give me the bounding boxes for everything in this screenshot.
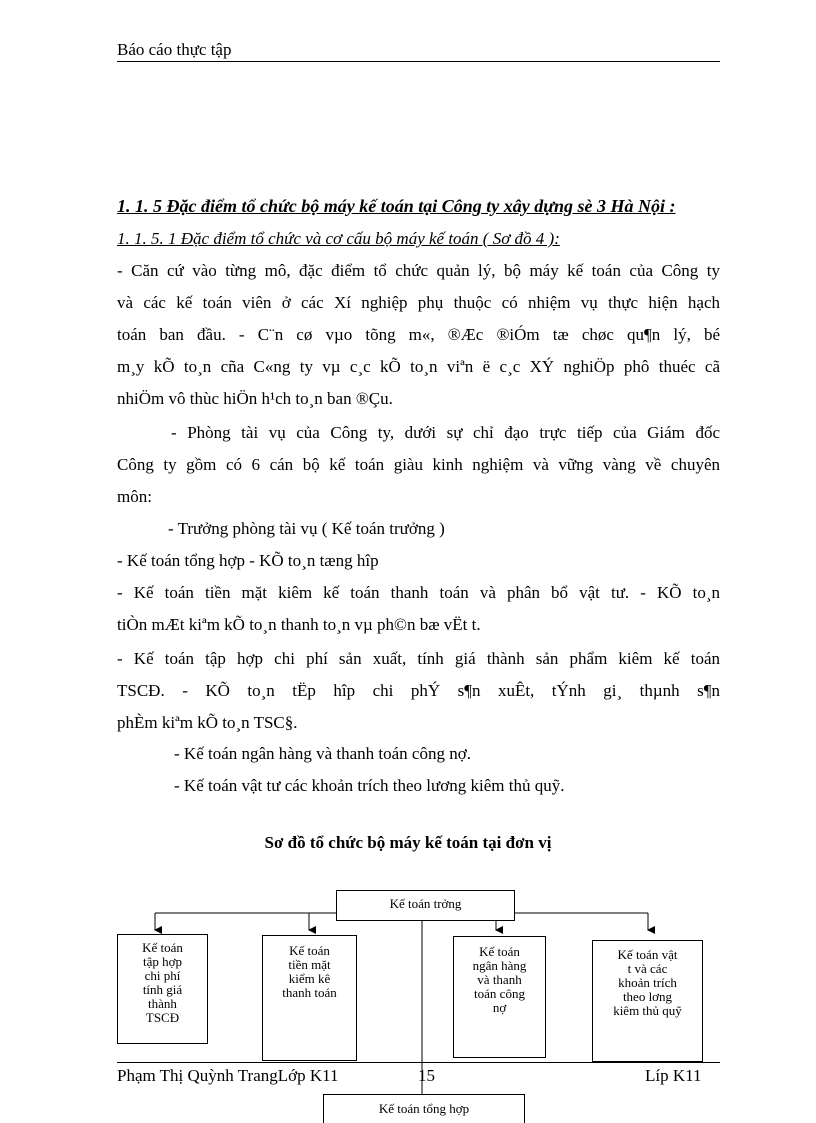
body-line: TSCĐ. - KÕ to¸n tËp hîp chi phÝ s¶n xuÊt, tÝnh gi¸ thµnh s¶n [117,681,720,700]
box-line: và thanh [477,972,522,987]
section-heading: 1. 1. 5 Đặc điểm tổ chức bộ máy kế toán tại Công ty xây dựng sè 3 Hà Nội : [117,196,676,216]
footer-divider [117,1062,720,1063]
body-line: môn: [117,487,152,506]
body-line: - Kế toán tập hợp chi phí sản xuất, tính giá thành sản phẩm kiêm kế toán [117,649,720,668]
box-line: TSCĐ [145,1010,180,1025]
bank-accounting-box [453,936,546,1058]
chief-accountant-box [336,890,515,921]
box-label: Kế toán trởng [389,896,462,911]
box-line: tập hợp [142,954,182,969]
box-line: nợ [492,1000,507,1015]
materials-accounting-box [592,940,703,1062]
box-line: tiền mặt [288,957,331,972]
box-line: khoản trích [618,975,677,990]
page-header-title: Báo cáo thực tập [117,40,232,59]
box-line: ngân hàng [472,958,527,973]
footer-author: Phạm Thị Quỳnh TrangLớp K11 [117,1066,339,1085]
body-line: tiÒn mÆt kiªm kÕ to¸n thanh to¸n vµ ph©n bæ vËt t. [117,615,481,634]
box-line: toán công [474,986,525,1001]
body-line: - Phòng tài vụ của Công ty, dưới sự chỉ đạo trực tiếp của Giám đốc [171,423,720,442]
body-line: phÈm kiªm kÕ to¸n TSC§. [117,713,298,732]
box-line: chi phí [144,968,181,983]
body-line: - Trưởng phòng tài vụ ( Kế toán trưởng ) [168,519,445,538]
body-line: và các kế toán viên ở các Xí nghiệp phụ thuộc có nhiệm vụ thực hiện hạch [117,293,720,312]
body-line: - Kế toán vật tư các khoản trích theo lương kiêm thủ quỹ. [174,776,565,795]
body-line: Công ty gồm có 6 cán bộ kế toán giàu kinh nghiệm và vững vàng về chuyên [117,455,720,474]
body-line: nhiÖm vô thùc hiÖn h¹ch to¸n ban ®Çu. [117,389,393,408]
box-line: Kế toán [479,944,520,959]
box-line: theo lơng [622,989,673,1004]
diagram-title: Sơ đồ tổ chức bộ máy kế toán tại đơn vị [264,833,552,852]
box-line: thành [148,996,177,1011]
box-line: Kế toán [289,943,330,958]
body-line: toán ban đầu. - C¨n cø vµo tõng m«, ®Æc ®iÓm tæ chøc qu¶n lý, bé [117,325,720,344]
box-line: t và các [627,961,668,976]
general-accounting-box [323,1094,525,1123]
footer-class: Líp K11 [645,1066,702,1085]
section-subheading: 1. 1. 5. 1 Đặc điểm tổ chức và cơ cấu bộ máy kế toán ( Sơ đồ 4 ): [117,229,560,248]
page-number: 15 [418,1066,435,1085]
body-line: - Kế toán ngân hàng và thanh toán công nợ. [174,744,471,763]
box-label: Kế toán tổng hợp [378,1101,470,1116]
box-line: tính giá [142,982,183,997]
body-line: - Kế toán tổng hợp - KÕ to¸n tæng hîp [117,551,379,570]
body-line: - Kế toán tiền mặt kiêm kế toán thanh toán và phân bổ vật tư. - KÕ to¸n [117,583,720,602]
body-line: - Căn cứ vào từng mô, đặc điểm tổ chức quản lý, bộ máy kế toán của Công ty [117,261,720,280]
cash-accounting-box [262,935,357,1061]
box-line: kiểm kê [288,971,331,986]
box-line: Kế toán [142,940,183,955]
box-line: thanh toán [282,985,337,1000]
body-line: m¸y kÕ to¸n cña C«ng ty vµ c¸c kÕ to¸n viªn ë c¸c XÝ nghiÖp phô thuéc cã [117,357,720,376]
cost-accounting-box [117,934,208,1044]
box-line: Kế toán vật [617,947,678,962]
box-line: kiêm thủ quỹ [613,1003,682,1018]
